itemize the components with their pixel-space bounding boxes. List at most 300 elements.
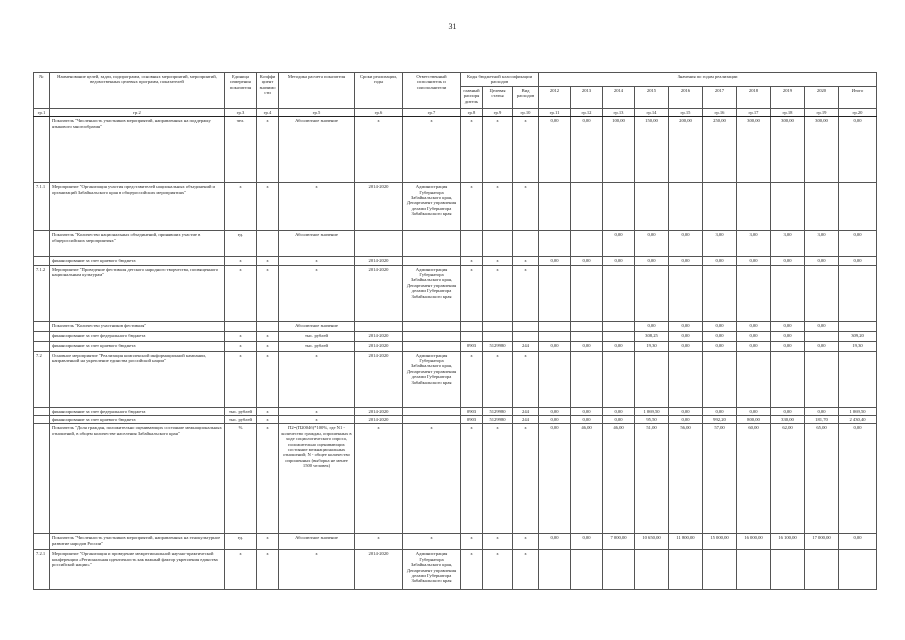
table-cell xyxy=(805,183,839,231)
table-cell: тыс. рублей xyxy=(225,416,257,424)
table-cell: 0,00 xyxy=(805,321,839,331)
table-cell: х xyxy=(461,351,483,407)
column-number: гр.19 xyxy=(805,108,839,116)
table-row xyxy=(34,351,877,407)
table-cell: х xyxy=(461,534,483,550)
table-cell xyxy=(839,321,877,331)
table-cell xyxy=(461,321,483,331)
table-cell: Абсолютное значение xyxy=(279,534,355,550)
table-cell: 992,20 xyxy=(703,416,737,424)
table-cell: 1 069,50 xyxy=(839,407,877,415)
table-cell: х xyxy=(257,351,279,407)
table-cell xyxy=(257,231,279,257)
table-cell: 0,00 xyxy=(669,341,703,351)
table-cell: П2=(П2004б)*100%, где N1 - количество граждан, опрошенных в ходе социологического опроса, положительно оценивающих состояние межнациональных отношений; N - общее количество опрошенных (выборка не менее 1500 человек) xyxy=(279,424,355,534)
table-cell: х xyxy=(513,424,539,534)
table-cell: х xyxy=(403,424,461,534)
table-cell: 2014-2020 xyxy=(355,550,403,590)
table-cell xyxy=(571,550,603,590)
table-cell: 65,00 xyxy=(805,424,839,534)
table-cell: 0,00 xyxy=(703,341,737,351)
table-cell: х xyxy=(355,424,403,534)
table-cell: х xyxy=(257,117,279,183)
column-number: гр.14 xyxy=(635,108,669,116)
table-cell: х xyxy=(461,265,483,321)
table-cell xyxy=(539,550,571,590)
table-cell: 95,50 xyxy=(635,416,669,424)
table-cell: 1 069,50 xyxy=(635,407,669,415)
table-cell: х xyxy=(513,117,539,183)
table-cell: 2014-2020 xyxy=(355,331,403,341)
table-cell: х xyxy=(257,550,279,590)
table-cell: х xyxy=(279,416,355,424)
table-cell: 0,00 xyxy=(539,407,571,415)
table-cell: Абсолютное значение xyxy=(279,231,355,257)
table-cell: Администрация Губернатора Забайкальского края, Департамент управления делами Губернатора Забайкальского края xyxy=(403,183,461,231)
table-cell xyxy=(34,424,50,534)
table-cell xyxy=(257,321,279,331)
table-cell: 0,00 xyxy=(771,331,805,341)
table-cell: Абсолютное значение xyxy=(279,117,355,183)
table-cell: х xyxy=(225,257,257,265)
header-code-b: Целевая статья xyxy=(483,86,513,108)
table-cell: 0,00 xyxy=(571,117,603,183)
table-cell: 3,00 xyxy=(703,231,737,257)
table-cell: х xyxy=(257,407,279,415)
table-cell: чел. xyxy=(225,117,257,183)
table-cell: 250,00 xyxy=(703,117,737,183)
column-number: гр.5 xyxy=(279,108,355,116)
table-cell xyxy=(539,183,571,231)
table-cell xyxy=(603,351,635,407)
table-row xyxy=(34,265,877,321)
table-cell: 0,00 xyxy=(603,407,635,415)
header-total: Итого xyxy=(839,86,877,108)
table-cell xyxy=(571,331,603,341)
table-cell: х xyxy=(483,117,513,183)
table-cell: х xyxy=(225,331,257,341)
column-number: гр.12 xyxy=(571,108,603,116)
table-cell: 17 000,00 xyxy=(805,534,839,550)
table-cell: х xyxy=(483,534,513,550)
table-cell xyxy=(571,321,603,331)
row-name-cell: Мероприятие "Организация участия представителей национальных объединений и организаций Забайкальского края в общероссийских мероприятиях" xyxy=(50,183,225,231)
table-cell: 7.1.2 xyxy=(34,265,50,321)
row-name-cell: Показатель "Количество участников фестиваля" xyxy=(50,321,225,331)
table-cell: х xyxy=(483,550,513,590)
table-cell: х xyxy=(279,257,355,265)
header-row xyxy=(34,73,877,87)
table-cell: 0,00 xyxy=(539,424,571,534)
row-name-cell: финансирование за счет краевого бюджета xyxy=(50,341,225,351)
table-cell: х xyxy=(225,550,257,590)
table-cell xyxy=(669,351,703,407)
row-name-cell: финансирование за счет краевого бюджета xyxy=(50,416,225,424)
table-cell: х xyxy=(257,424,279,534)
table-cell: 7.1.1 xyxy=(34,183,50,231)
table-cell: 11 800,00 xyxy=(669,534,703,550)
row-name-cell: Основное мероприятие "Реализация комплексной информационной кампании, направленной на укрепление единства российской нации" xyxy=(50,351,225,407)
header-name: Наименование целей, задач, подпрограмм, основных мероприятий, мероприятий, ведомственных целевых программ, показателей xyxy=(50,73,225,109)
table-cell: % xyxy=(225,424,257,534)
table-cell: 2014-2020 xyxy=(355,183,403,231)
table-cell: х xyxy=(279,351,355,407)
table-cell: 0,00 xyxy=(571,341,603,351)
table-cell xyxy=(839,550,877,590)
table-row xyxy=(34,231,877,257)
table-cell: х xyxy=(513,265,539,321)
table-cell xyxy=(403,331,461,341)
table-cell: х xyxy=(279,265,355,321)
table-cell: 0,00 xyxy=(737,341,771,351)
table-cell: 60,00 xyxy=(737,424,771,534)
table-row xyxy=(34,117,877,183)
table-cell: Администрация Губернатора Забайкальского края, Департамент управления делами Губернатора Забайкальского края xyxy=(403,351,461,407)
table-cell xyxy=(571,183,603,231)
table-cell: 0,00 xyxy=(737,407,771,415)
table-cell xyxy=(805,550,839,590)
table-cell: 0,00 xyxy=(703,321,737,331)
column-number: гр.3 xyxy=(225,108,257,116)
table-cell: х xyxy=(403,117,461,183)
table-cell: 800,00 xyxy=(737,416,771,424)
table-cell: х xyxy=(257,416,279,424)
table-cell xyxy=(513,331,539,341)
header-year: 2014 xyxy=(603,86,635,108)
table-cell: 0,00 xyxy=(539,257,571,265)
table-cell: 10 650,00 xyxy=(635,534,669,550)
table-cell: 0,00 xyxy=(839,117,877,183)
table-cell xyxy=(483,331,513,341)
table-cell: 0903 xyxy=(461,341,483,351)
header-weight: Коэффициент значимости xyxy=(257,73,279,109)
header-period: Сроки реализации, годы xyxy=(355,73,403,109)
table-cell: х xyxy=(403,534,461,550)
table-cell: 57,00 xyxy=(703,424,737,534)
table-cell xyxy=(483,321,513,331)
table-cell: 15 000,00 xyxy=(703,534,737,550)
table-cell: 0,00 xyxy=(635,231,669,257)
table-cell: 330,00 xyxy=(771,416,805,424)
table-cell xyxy=(703,265,737,321)
table-cell: х xyxy=(257,331,279,341)
header-year: 2020 xyxy=(805,86,839,108)
table-cell xyxy=(513,231,539,257)
table-cell: 19,30 xyxy=(839,341,877,351)
table-cell: 0,00 xyxy=(603,416,635,424)
table-cell: 0,00 xyxy=(839,257,877,265)
row-name-cell: финансирование за счет краевого бюджета xyxy=(50,257,225,265)
column-number: гр.1 xyxy=(34,108,50,116)
header-year: 2017 xyxy=(703,86,737,108)
table-cell: 16 000,00 xyxy=(737,534,771,550)
table-cell: 300,00 xyxy=(771,117,805,183)
table-cell: 7.2.1 xyxy=(34,550,50,590)
table-cell: 2 430,40 xyxy=(839,416,877,424)
table-cell xyxy=(603,550,635,590)
table-cell: 46,00 xyxy=(603,424,635,534)
header-no: № xyxy=(34,73,50,109)
table-cell xyxy=(805,331,839,341)
table-cell: х xyxy=(513,257,539,265)
table-cell xyxy=(34,331,50,341)
table-cell: 0,00 xyxy=(539,416,571,424)
table-cell: 0,00 xyxy=(805,407,839,415)
table-cell: х xyxy=(225,183,257,231)
table-cell xyxy=(355,321,403,331)
table-row xyxy=(34,407,877,415)
table-cell: 7 000,00 xyxy=(603,534,635,550)
table-cell xyxy=(571,265,603,321)
table-cell xyxy=(403,257,461,265)
table-cell: х xyxy=(513,183,539,231)
table-cell: 0,00 xyxy=(539,534,571,550)
table-cell xyxy=(539,321,571,331)
table-cell: 5129980 xyxy=(483,416,513,424)
table-cell: 300,00 xyxy=(737,117,771,183)
table-cell xyxy=(669,265,703,321)
row-name-cell: Показатель "Количество национальных объединений, принявших участие в общероссийских мероприятиях" xyxy=(50,231,225,257)
table-cell xyxy=(703,550,737,590)
table-cell: 0,00 xyxy=(805,341,839,351)
column-number: гр.7 xyxy=(403,108,461,116)
column-number: гр.20 xyxy=(839,108,877,116)
table-cell xyxy=(34,416,50,424)
table-row xyxy=(34,534,877,550)
table-cell: х xyxy=(225,341,257,351)
table-cell: 5129980 xyxy=(483,341,513,351)
table-cell xyxy=(403,416,461,424)
table-cell: 3,00 xyxy=(771,231,805,257)
table-cell: 2014-2020 xyxy=(355,416,403,424)
table-cell xyxy=(571,231,603,257)
table-cell: 0,00 xyxy=(603,257,635,265)
table-row xyxy=(34,550,877,590)
table-cell xyxy=(603,331,635,341)
table-cell xyxy=(839,183,877,231)
table-cell xyxy=(461,331,483,341)
table-cell: х xyxy=(461,117,483,183)
table-cell: 0,00 xyxy=(571,534,603,550)
column-number: гр.6 xyxy=(355,108,403,116)
table-cell: 5129980 xyxy=(483,407,513,415)
table-cell: 51,00 xyxy=(635,424,669,534)
table-cell: х xyxy=(225,351,257,407)
table-cell: тыс. рублей xyxy=(279,331,355,341)
table-cell: х xyxy=(461,424,483,534)
table-cell: 244 xyxy=(513,407,539,415)
header-code-c: Вид расходов xyxy=(513,86,539,108)
table-row xyxy=(34,321,877,331)
table-cell: 308,25 xyxy=(635,331,669,341)
table-cell: 16 100,00 xyxy=(771,534,805,550)
table-cell: 0,00 xyxy=(571,257,603,265)
header-method: Методика расчета показателя xyxy=(279,73,355,109)
table-cell: 2014-2020 xyxy=(355,351,403,407)
table-cell xyxy=(571,351,603,407)
row-name-cell: финансирование за счет федерального бюджета xyxy=(50,331,225,341)
table-cell xyxy=(461,231,483,257)
table-cell: х xyxy=(513,351,539,407)
table-row xyxy=(34,257,877,265)
table-cell xyxy=(737,183,771,231)
header-year: 2018 xyxy=(737,86,771,108)
table-cell: 0,00 xyxy=(669,331,703,341)
table-cell xyxy=(34,407,50,415)
table-cell: х xyxy=(257,341,279,351)
table-cell: 0,00 xyxy=(771,341,805,351)
table-cell: х xyxy=(279,550,355,590)
table-cell xyxy=(34,341,50,351)
table-cell: х xyxy=(279,407,355,415)
table-cell: х xyxy=(355,534,403,550)
table-cell xyxy=(34,231,50,257)
table-cell xyxy=(34,257,50,265)
table-cell: 0,00 xyxy=(703,257,737,265)
table-cell: 0903 xyxy=(461,407,483,415)
table-cell: 0,00 xyxy=(805,257,839,265)
program-table xyxy=(33,72,877,590)
table-cell xyxy=(403,321,461,331)
table-cell xyxy=(703,183,737,231)
table-cell: 181,70 xyxy=(805,416,839,424)
table-cell: 0903 xyxy=(461,416,483,424)
table-cell xyxy=(539,265,571,321)
table-cell: 2014-2020 xyxy=(355,257,403,265)
table-cell: 3,00 xyxy=(805,231,839,257)
table-cell xyxy=(483,231,513,257)
table-cell xyxy=(34,534,50,550)
row-name-cell: Мероприятие "Организация и проведение межрегиональной научно-практической конференции «Региональная идентичность как важный фактор укрепления единства российской нации»" xyxy=(50,550,225,590)
table-cell: х xyxy=(513,550,539,590)
table-cell xyxy=(635,550,669,590)
table-cell: 0,00 xyxy=(603,231,635,257)
table-cell: 100,00 xyxy=(603,117,635,183)
column-number: гр.9 xyxy=(483,108,513,116)
table-cell: 200,00 xyxy=(669,117,703,183)
table-cell: 2014-2020 xyxy=(355,341,403,351)
table-cell: 0,00 xyxy=(839,231,877,257)
column-number: гр.17 xyxy=(737,108,771,116)
table-cell: 0,00 xyxy=(771,321,805,331)
header-code-a: главный распорядитель xyxy=(461,86,483,108)
table-cell xyxy=(771,183,805,231)
table-cell: 0,00 xyxy=(669,231,703,257)
table-cell: 150,00 xyxy=(635,117,669,183)
header-year: 2019 xyxy=(771,86,805,108)
table-cell: 0,00 xyxy=(737,257,771,265)
table-cell xyxy=(703,351,737,407)
table-cell: 0,00 xyxy=(669,407,703,415)
table-cell: х xyxy=(257,257,279,265)
table-cell xyxy=(635,183,669,231)
table-cell xyxy=(805,265,839,321)
table-cell xyxy=(771,265,805,321)
table-cell xyxy=(34,117,50,183)
table-cell xyxy=(225,321,257,331)
table-row xyxy=(34,424,877,534)
table-cell: х xyxy=(483,265,513,321)
table-cell xyxy=(669,550,703,590)
table-cell: 0,00 xyxy=(737,321,771,331)
table-cell xyxy=(771,550,805,590)
table-cell: 309,20 xyxy=(839,331,877,341)
column-number: гр.13 xyxy=(603,108,635,116)
table-cell xyxy=(737,550,771,590)
table-cell xyxy=(635,351,669,407)
header-year: 2016 xyxy=(669,86,703,108)
table-cell: ед. xyxy=(225,534,257,550)
table-cell: 0,00 xyxy=(539,117,571,183)
table-cell xyxy=(539,331,571,341)
header-unit: Единица измерения показателя xyxy=(225,73,257,109)
table-cell: 244 xyxy=(513,416,539,424)
table-cell: х xyxy=(225,265,257,321)
table-cell xyxy=(839,265,877,321)
table-cell xyxy=(669,183,703,231)
page-number: 31 xyxy=(448,22,457,31)
table-cell xyxy=(34,321,50,331)
column-number: гр.15 xyxy=(669,108,703,116)
row-name-cell: финансирование за счет федерального бюджета xyxy=(50,407,225,415)
table-cell: х xyxy=(257,183,279,231)
table-cell xyxy=(403,341,461,351)
header-executor: Ответственный исполнитель и соисполнители xyxy=(403,73,461,109)
table-cell: х xyxy=(483,351,513,407)
table-cell: х xyxy=(257,265,279,321)
table-cell xyxy=(839,351,877,407)
column-number: гр.8 xyxy=(461,108,483,116)
table-cell xyxy=(513,321,539,331)
row-name-cell: Мероприятие "Проведение фестиваля детского народного творчества, посвященного национальным культурам" xyxy=(50,265,225,321)
table-cell: х xyxy=(483,424,513,534)
table-cell xyxy=(737,265,771,321)
table-cell: 0,00 xyxy=(669,416,703,424)
table-cell: 62,00 xyxy=(771,424,805,534)
table-row xyxy=(34,183,877,231)
table-cell: 3,00 xyxy=(737,231,771,257)
table-cell xyxy=(539,351,571,407)
table-cell: 0,00 xyxy=(703,407,737,415)
table-cell: 0,00 xyxy=(571,407,603,415)
table-cell xyxy=(603,321,635,331)
table-cell: 0,00 xyxy=(635,321,669,331)
table-cell: х xyxy=(461,550,483,590)
table-cell: 19,30 xyxy=(635,341,669,351)
header-year: 2012 xyxy=(539,86,571,108)
table-cell: 0,00 xyxy=(737,331,771,341)
table-cell xyxy=(635,265,669,321)
table-cell: 300,00 xyxy=(805,117,839,183)
table-cell: х xyxy=(483,183,513,231)
table-cell: тыс. рублей xyxy=(225,407,257,415)
table-cell: 0,00 xyxy=(771,407,805,415)
header-codes: Коды бюджетной классификации расходов xyxy=(461,73,539,87)
table-cell: Администрация Губернатора Забайкальского края, Департамент управления делами Губернатора Забайкальского края xyxy=(403,265,461,321)
header-year: 2013 xyxy=(571,86,603,108)
header-values: Значения по годам реализации xyxy=(539,73,877,87)
column-number: гр.16 xyxy=(703,108,737,116)
table-cell xyxy=(603,183,635,231)
header-year: 2015 xyxy=(635,86,669,108)
table-cell xyxy=(771,351,805,407)
row-name-cell: Показатель "Доля граждан, положительно оценивающих состояние межнациональных отношений, в общем количестве населения Забайкальского края" xyxy=(50,424,225,534)
table-cell: 0,00 xyxy=(571,416,603,424)
table-cell: х xyxy=(461,183,483,231)
table-cell: х xyxy=(461,257,483,265)
column-number: гр.4 xyxy=(257,108,279,116)
table-cell xyxy=(355,231,403,257)
